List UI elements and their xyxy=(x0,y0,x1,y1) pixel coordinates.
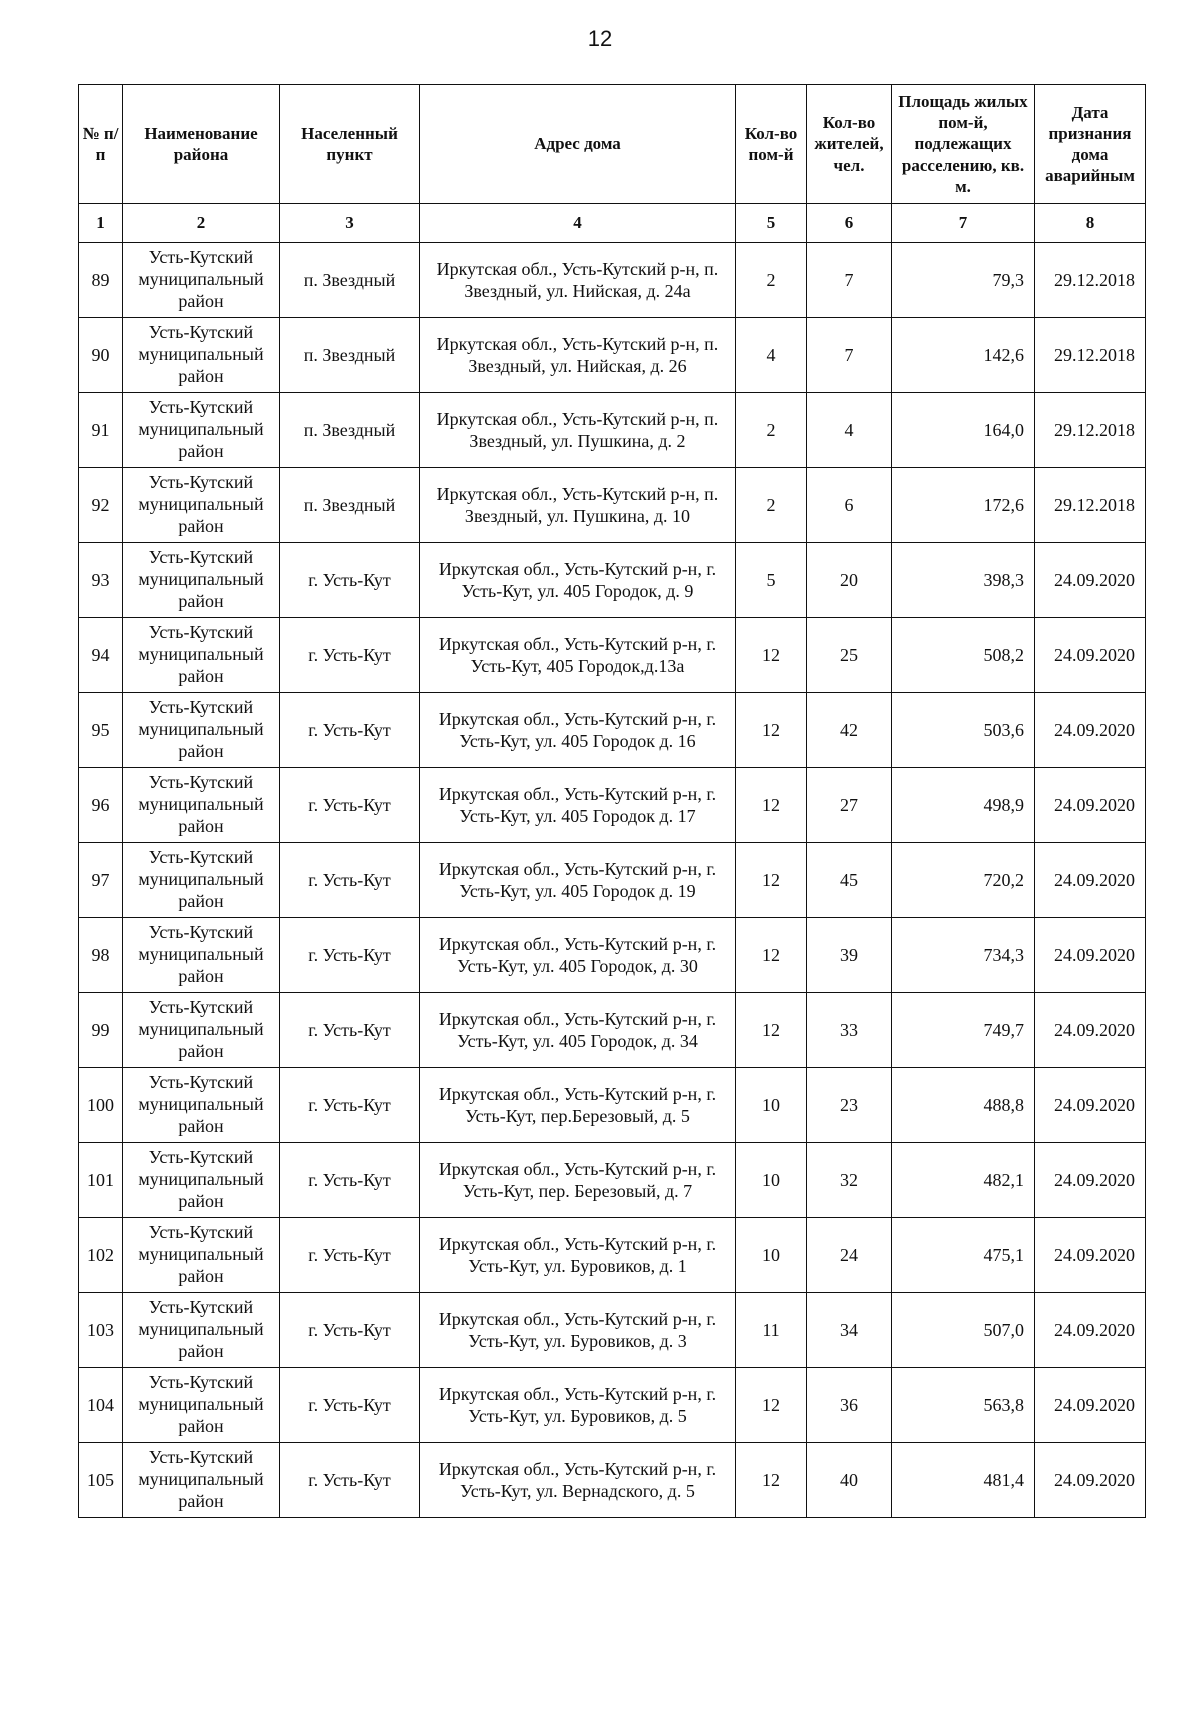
cell-rooms-count: 11 xyxy=(736,1293,807,1368)
cell-emergency-date: 24.09.2020 xyxy=(1035,843,1146,918)
cell-row-number: 104 xyxy=(79,1368,123,1443)
cell-row-number: 93 xyxy=(79,543,123,618)
cell-locality: г. Усть-Кут xyxy=(280,543,420,618)
cell-emergency-date: 24.09.2020 xyxy=(1035,693,1146,768)
cell-address: Иркутская обл., Усть-Кутский р-н, г. Усть-Кут, ул. Буровиков, д. 1 xyxy=(420,1218,736,1293)
cell-emergency-date: 29.12.2018 xyxy=(1035,393,1146,468)
header-cell: Адрес дома xyxy=(420,85,736,204)
cell-locality: г. Усть-Кут xyxy=(280,1368,420,1443)
cell-residents-count: 7 xyxy=(807,243,892,318)
cell-rooms-count: 4 xyxy=(736,318,807,393)
table-row xyxy=(79,1368,1146,1443)
cell-district: Усть-Кутский муниципальный район xyxy=(123,993,280,1068)
cell-emergency-date: 29.12.2018 xyxy=(1035,243,1146,318)
cell-locality: г. Усть-Кут xyxy=(280,1218,420,1293)
cell-district: Усть-Кутский муниципальный район xyxy=(123,918,280,993)
table-row xyxy=(79,1068,1146,1143)
cell-address: Иркутская обл., Усть-Кутский р-н, г. Усть-Кут, ул. Буровиков, д. 3 xyxy=(420,1293,736,1368)
cell-address: Иркутская обл., Усть-Кутский р-н, п. Звездный, ул. Нийская, д. 26 xyxy=(420,318,736,393)
cell-area: 498,9 xyxy=(892,768,1035,843)
cell-row-number: 100 xyxy=(79,1068,123,1143)
cell-row-number: 91 xyxy=(79,393,123,468)
cell-district: Усть-Кутский муниципальный район xyxy=(123,318,280,393)
cell-district: Усть-Кутский муниципальный район xyxy=(123,243,280,318)
table-row xyxy=(79,318,1146,393)
cell-district: Усть-Кутский муниципальный район xyxy=(123,1068,280,1143)
cell-rooms-count: 2 xyxy=(736,468,807,543)
cell-row-number: 99 xyxy=(79,993,123,1068)
cell-district: Усть-Кутский муниципальный район xyxy=(123,693,280,768)
cell-locality: г. Усть-Кут xyxy=(280,768,420,843)
cell-residents-count: 4 xyxy=(807,393,892,468)
cell-locality: г. Усть-Кут xyxy=(280,1293,420,1368)
column-number-cell: 3 xyxy=(280,204,420,243)
column-number-cell: 4 xyxy=(420,204,736,243)
cell-area: 482,1 xyxy=(892,1143,1035,1218)
cell-residents-count: 32 xyxy=(807,1143,892,1218)
cell-residents-count: 20 xyxy=(807,543,892,618)
cell-locality: п. Звездный xyxy=(280,393,420,468)
cell-residents-count: 45 xyxy=(807,843,892,918)
cell-area: 142,6 xyxy=(892,318,1035,393)
cell-locality: г. Усть-Кут xyxy=(280,993,420,1068)
header-cell: Населенный пункт xyxy=(280,85,420,204)
cell-address: Иркутская обл., Усть-Кутский р-н, п. Звездный, ул. Пушкина, д. 10 xyxy=(420,468,736,543)
cell-row-number: 101 xyxy=(79,1143,123,1218)
cell-rooms-count: 12 xyxy=(736,618,807,693)
cell-emergency-date: 29.12.2018 xyxy=(1035,468,1146,543)
cell-rooms-count: 12 xyxy=(736,1443,807,1518)
cell-address: Иркутская обл., Усть-Кутский р-н, п. Звездный, ул. Пушкина, д. 2 xyxy=(420,393,736,468)
cell-row-number: 97 xyxy=(79,843,123,918)
cell-district: Усть-Кутский муниципальный район xyxy=(123,468,280,543)
cell-address: Иркутская обл., Усть-Кутский р-н, п. Звездный, ул. Нийская, д. 24а xyxy=(420,243,736,318)
table-row xyxy=(79,393,1146,468)
cell-address: Иркутская обл., Усть-Кутский р-н, г. Усть-Кут, ул. 405 Городок, д. 34 xyxy=(420,993,736,1068)
cell-area: 481,4 xyxy=(892,1443,1035,1518)
cell-locality: г. Усть-Кут xyxy=(280,1143,420,1218)
cell-residents-count: 23 xyxy=(807,1068,892,1143)
table-row xyxy=(79,993,1146,1068)
table-row xyxy=(79,918,1146,993)
cell-address: Иркутская обл., Усть-Кутский р-н, г. Усть-Кут, ул. 405 Городок д. 17 xyxy=(420,768,736,843)
cell-emergency-date: 24.09.2020 xyxy=(1035,993,1146,1068)
cell-rooms-count: 12 xyxy=(736,843,807,918)
table-row xyxy=(79,618,1146,693)
column-number-cell: 1 xyxy=(79,204,123,243)
cell-emergency-date: 24.09.2020 xyxy=(1035,1443,1146,1518)
table-header-row xyxy=(79,85,1146,204)
cell-residents-count: 36 xyxy=(807,1368,892,1443)
cell-district: Усть-Кутский муниципальный район xyxy=(123,1368,280,1443)
cell-rooms-count: 12 xyxy=(736,768,807,843)
table-row xyxy=(79,1443,1146,1518)
header-cell: Кол-во пом-й xyxy=(736,85,807,204)
cell-district: Усть-Кутский муниципальный район xyxy=(123,843,280,918)
cell-area: 563,8 xyxy=(892,1368,1035,1443)
cell-emergency-date: 24.09.2020 xyxy=(1035,618,1146,693)
header-cell: Дата признания дома аварийным xyxy=(1035,85,1146,204)
column-number-row xyxy=(79,204,1146,243)
header-cell: Площадь жилых пом-й, подлежащих расселению, кв. м. xyxy=(892,85,1035,204)
cell-area: 488,8 xyxy=(892,1068,1035,1143)
table-row xyxy=(79,543,1146,618)
cell-locality: п. Звездный xyxy=(280,243,420,318)
cell-row-number: 95 xyxy=(79,693,123,768)
cell-residents-count: 7 xyxy=(807,318,892,393)
cell-row-number: 92 xyxy=(79,468,123,543)
cell-row-number: 96 xyxy=(79,768,123,843)
cell-district: Усть-Кутский муниципальный район xyxy=(123,543,280,618)
cell-emergency-date: 24.09.2020 xyxy=(1035,1218,1146,1293)
cell-address: Иркутская обл., Усть-Кутский р-н, г. Усть-Кут, ул. Вернадского, д. 5 xyxy=(420,1443,736,1518)
cell-district: Усть-Кутский муниципальный район xyxy=(123,1143,280,1218)
cell-area: 734,3 xyxy=(892,918,1035,993)
column-number-cell: 8 xyxy=(1035,204,1146,243)
cell-residents-count: 6 xyxy=(807,468,892,543)
cell-emergency-date: 24.09.2020 xyxy=(1035,543,1146,618)
cell-row-number: 94 xyxy=(79,618,123,693)
table-body xyxy=(79,243,1146,1518)
emergency-housing-table xyxy=(78,84,1146,1518)
cell-area: 508,2 xyxy=(892,618,1035,693)
cell-district: Усть-Кутский муниципальный район xyxy=(123,768,280,843)
cell-district: Усть-Кутский муниципальный район xyxy=(123,1443,280,1518)
cell-residents-count: 40 xyxy=(807,1443,892,1518)
cell-address: Иркутская обл., Усть-Кутский р-н, г. Усть-Кут, пер.Березовый, д. 5 xyxy=(420,1068,736,1143)
cell-area: 720,2 xyxy=(892,843,1035,918)
page-number: 12 xyxy=(587,26,613,51)
cell-rooms-count: 2 xyxy=(736,393,807,468)
cell-rooms-count: 10 xyxy=(736,1218,807,1293)
cell-residents-count: 24 xyxy=(807,1218,892,1293)
column-number-cell: 2 xyxy=(123,204,280,243)
cell-area: 503,6 xyxy=(892,693,1035,768)
table-row xyxy=(79,768,1146,843)
cell-address: Иркутская обл., Усть-Кутский р-н, г. Усть-Кут, ул. 405 Городок, д. 9 xyxy=(420,543,736,618)
cell-area: 475,1 xyxy=(892,1218,1035,1293)
cell-locality: п. Звездный xyxy=(280,318,420,393)
column-number-cell: 7 xyxy=(892,204,1035,243)
cell-rooms-count: 12 xyxy=(736,693,807,768)
cell-locality: г. Усть-Кут xyxy=(280,693,420,768)
cell-row-number: 102 xyxy=(79,1218,123,1293)
cell-district: Усть-Кутский муниципальный район xyxy=(123,393,280,468)
cell-rooms-count: 12 xyxy=(736,993,807,1068)
header-cell: Наименование района xyxy=(123,85,280,204)
cell-emergency-date: 29.12.2018 xyxy=(1035,318,1146,393)
cell-rooms-count: 2 xyxy=(736,243,807,318)
table-row xyxy=(79,1218,1146,1293)
cell-emergency-date: 24.09.2020 xyxy=(1035,1068,1146,1143)
cell-area: 398,3 xyxy=(892,543,1035,618)
table-row xyxy=(79,1293,1146,1368)
cell-residents-count: 25 xyxy=(807,618,892,693)
cell-emergency-date: 24.09.2020 xyxy=(1035,1368,1146,1443)
cell-emergency-date: 24.09.2020 xyxy=(1035,1293,1146,1368)
cell-row-number: 98 xyxy=(79,918,123,993)
table-row xyxy=(79,468,1146,543)
header-cell: № п/п xyxy=(79,85,123,204)
cell-address: Иркутская обл., Усть-Кутский р-н, г. Усть-Кут, ул. Буровиков, д. 5 xyxy=(420,1368,736,1443)
cell-area: 507,0 xyxy=(892,1293,1035,1368)
table-row xyxy=(79,693,1146,768)
cell-residents-count: 33 xyxy=(807,993,892,1068)
cell-locality: г. Усть-Кут xyxy=(280,618,420,693)
cell-residents-count: 34 xyxy=(807,1293,892,1368)
cell-locality: п. Звездный xyxy=(280,468,420,543)
cell-area: 164,0 xyxy=(892,393,1035,468)
cell-district: Усть-Кутский муниципальный район xyxy=(123,1218,280,1293)
cell-residents-count: 27 xyxy=(807,768,892,843)
cell-district: Усть-Кутский муниципальный район xyxy=(123,618,280,693)
cell-rooms-count: 5 xyxy=(736,543,807,618)
cell-rooms-count: 12 xyxy=(736,1368,807,1443)
cell-residents-count: 42 xyxy=(807,693,892,768)
header-cell: Кол-во жителей, чел. xyxy=(807,85,892,204)
cell-locality: г. Усть-Кут xyxy=(280,1068,420,1143)
cell-address: Иркутская обл., Усть-Кутский р-н, г. Усть-Кут, 405 Городок,д.13а xyxy=(420,618,736,693)
cell-address: Иркутская обл., Усть-Кутский р-н, г. Усть-Кут, пер. Березовый, д. 7 xyxy=(420,1143,736,1218)
table-row xyxy=(79,1143,1146,1218)
cell-address: Иркутская обл., Усть-Кутский р-н, г. Усть-Кут, ул. 405 Городок д. 16 xyxy=(420,693,736,768)
cell-residents-count: 39 xyxy=(807,918,892,993)
cell-rooms-count: 10 xyxy=(736,1143,807,1218)
cell-area: 79,3 xyxy=(892,243,1035,318)
column-number-cell: 6 xyxy=(807,204,892,243)
cell-address: Иркутская обл., Усть-Кутский р-н, г. Усть-Кут, ул. 405 Городок, д. 30 xyxy=(420,918,736,993)
cell-emergency-date: 24.09.2020 xyxy=(1035,1143,1146,1218)
cell-emergency-date: 24.09.2020 xyxy=(1035,768,1146,843)
cell-locality: г. Усть-Кут xyxy=(280,843,420,918)
cell-district: Усть-Кутский муниципальный район xyxy=(123,1293,280,1368)
cell-area: 172,6 xyxy=(892,468,1035,543)
cell-rooms-count: 12 xyxy=(736,918,807,993)
cell-address: Иркутская обл., Усть-Кутский р-н, г. Усть-Кут, ул. 405 Городок д. 19 xyxy=(420,843,736,918)
cell-locality: г. Усть-Кут xyxy=(280,1443,420,1518)
cell-row-number: 89 xyxy=(79,243,123,318)
cell-row-number: 103 xyxy=(79,1293,123,1368)
table-row xyxy=(79,843,1146,918)
cell-locality: г. Усть-Кут xyxy=(280,918,420,993)
cell-row-number: 105 xyxy=(79,1443,123,1518)
cell-area: 749,7 xyxy=(892,993,1035,1068)
cell-emergency-date: 24.09.2020 xyxy=(1035,918,1146,993)
cell-rooms-count: 10 xyxy=(736,1068,807,1143)
table-row xyxy=(79,243,1146,318)
column-number-cell: 5 xyxy=(736,204,807,243)
cell-row-number: 90 xyxy=(79,318,123,393)
